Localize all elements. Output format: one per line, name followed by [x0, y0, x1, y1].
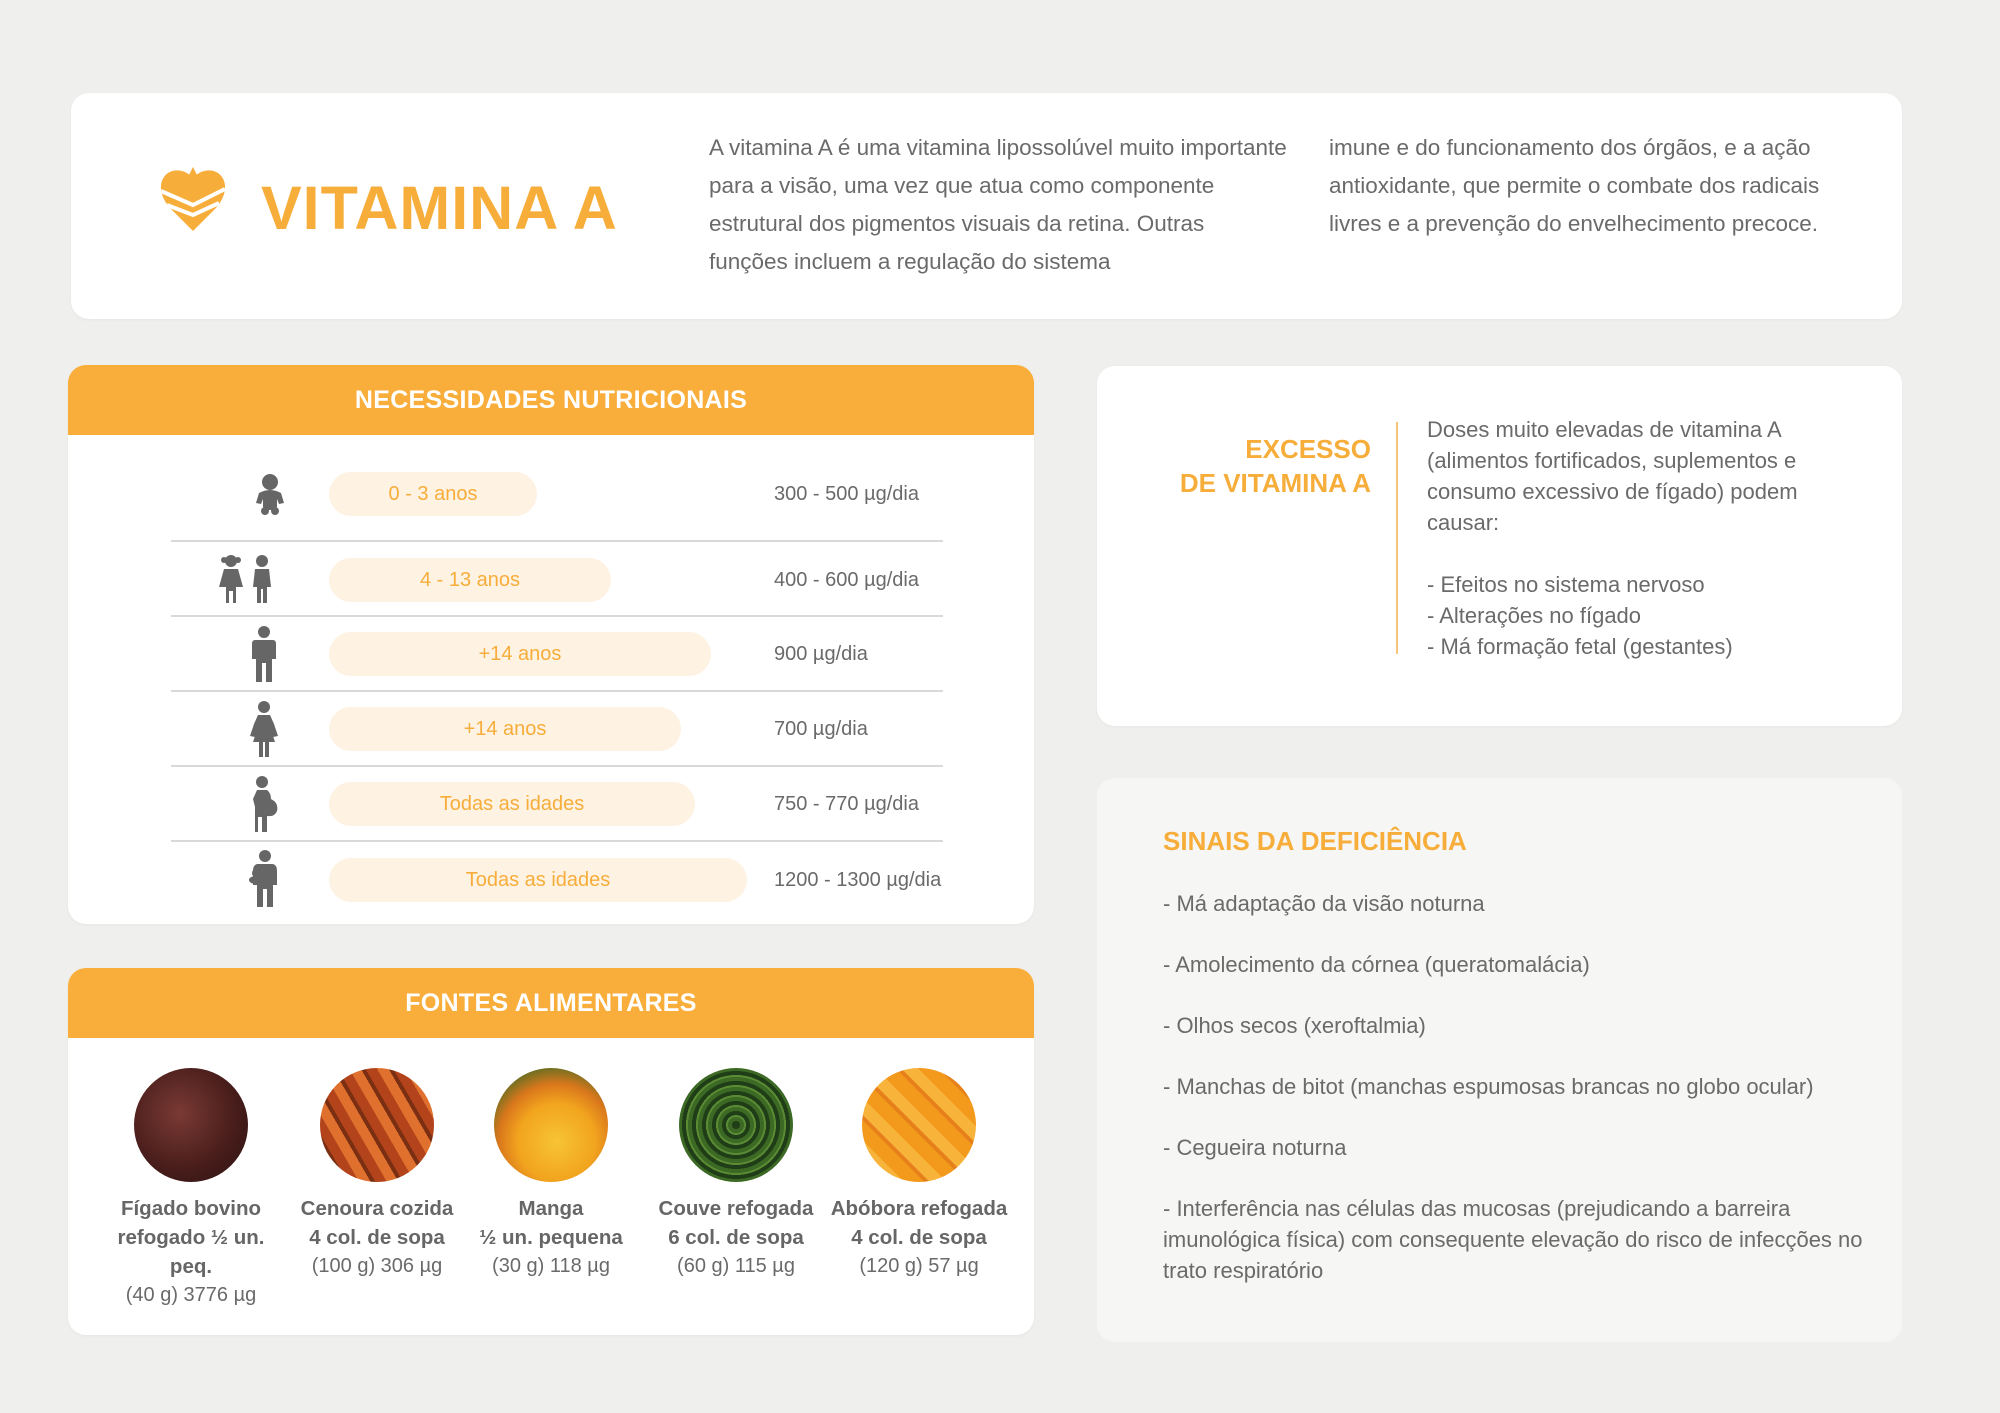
food-name-line2: 4 col. de sopa [309, 1226, 445, 1249]
deficiency-title: SINAIS DA DEFICIÊNCIA [1163, 826, 1467, 856]
food-item [824, 1068, 1014, 1281]
food-amount: (100 g) 306 µg [311, 1255, 443, 1277]
list-item: - Manchas de bitot (manchas espumosas brancas no globo ocular) [1163, 1074, 1814, 1099]
intro-text-col1: A vitamina A é uma vitamina lipossolúvel muito importante para a visão, uma vez que atua como componente estrutural dos pigmentos visuais da retina. Outras funções incluem a regulação do sistema [709, 135, 1287, 274]
age-pill: 4 - 13 anos [329, 558, 611, 602]
excess-card [1097, 366, 1902, 726]
need-value: 700 µg/dia [774, 718, 868, 740]
age-pill: Todas as idades [329, 782, 695, 826]
breastfeeding-icon [249, 842, 281, 915]
pregnant-icon [251, 767, 281, 840]
pumpkin-icon [862, 1068, 976, 1182]
table-row [171, 615, 943, 690]
food-item [456, 1068, 646, 1281]
food-name-line2: ½ un. pequena [479, 1226, 623, 1249]
list-item: - Olhos secos (xeroftalmia) [1163, 1013, 1426, 1038]
excess-item: - Má formação fetal (gestantes) [1427, 634, 1733, 659]
food-name-line2: 4 col. de sopa [851, 1226, 987, 1249]
list-item: - Cegueira noturna [1163, 1135, 1347, 1160]
age-pill: +14 anos [329, 632, 711, 676]
excess-item: - Efeitos no sistema nervoso [1427, 572, 1705, 597]
excess-text [1427, 414, 1867, 662]
table-row [171, 840, 943, 915]
nutritional-needs-card [68, 365, 1034, 924]
deficiency-card [1097, 778, 1902, 1342]
woman-icon [249, 692, 279, 765]
carrot-icon [320, 1068, 434, 1182]
table-row [171, 690, 943, 765]
table-row [171, 457, 943, 532]
heart-logo-icon [157, 165, 229, 235]
need-value: 1200 - 1300 µg/dia [774, 869, 942, 891]
food-amount: (30 g) 118 µg [492, 1255, 610, 1277]
food-item [282, 1068, 472, 1281]
food-amount: (120 g) 57 µg [859, 1255, 979, 1277]
excess-item: - Alterações no fígado [1427, 603, 1642, 628]
age-pill: +14 anos [329, 707, 681, 751]
food-item [641, 1068, 831, 1281]
table-row [171, 765, 943, 840]
excess-title-line2: DE VITAMINA A [1179, 468, 1371, 498]
intro-text-col2: imune e do funcionamento dos órgãos, e a ação antioxidante, que permite o combate dos radicais livres e a prevenção do envelhecimento precoce. [1329, 135, 1820, 236]
kale-icon [679, 1068, 793, 1182]
food-item [96, 1068, 286, 1310]
need-value: 750 - 770 µg/dia [774, 793, 919, 815]
liver-icon [134, 1068, 248, 1182]
food-name-line1: Abóbora refogada [830, 1197, 1008, 1220]
food-name-line1: Cenoura cozida [300, 1197, 454, 1220]
food-amount: (40 g) 3776 µg [125, 1284, 257, 1306]
excess-title-line1: EXCESSO [1245, 434, 1371, 464]
age-pill: Todas as idades [329, 858, 747, 902]
list-item: - Amolecimento da córnea (queratomalácia) [1163, 952, 1590, 977]
header-card [71, 93, 1902, 319]
excess-title [1157, 432, 1371, 500]
need-value: 400 - 600 µg/dia [774, 569, 919, 591]
foods-title: FONTES ALIMENTARES [68, 968, 1034, 1038]
need-value: 900 µg/dia [774, 643, 868, 665]
age-pill: 0 - 3 anos [329, 472, 537, 516]
man-icon [251, 617, 277, 690]
need-value: 300 - 500 µg/dia [774, 483, 919, 505]
divider [1396, 422, 1398, 654]
page-title: VITAMINA A [261, 174, 618, 242]
food-name-line2: refogado ½ un. peq. [117, 1226, 265, 1278]
food-name-line1: Fígado bovino [120, 1197, 262, 1220]
list-item: - Interferência nas células das mucosas (prejudicando a barreira imunológica física) com consequente elevação do risco de infecções no trato respiratório [1163, 1196, 1863, 1283]
mango-icon [494, 1068, 608, 1182]
food-amount: (60 g) 115 µg [677, 1255, 795, 1277]
food-name-line1: Couve refogada [658, 1197, 814, 1220]
needs-title: NECESSIDADES NUTRICIONAIS [68, 365, 1034, 435]
deficiency-list [1163, 888, 1883, 1316]
excess-intro: Doses muito elevadas de vitamina A (alimentos fortificados, suplementos e consumo excessivo de fígado) podem causar: [1427, 417, 1798, 535]
table-row [171, 540, 943, 615]
baby-icon [253, 457, 287, 532]
list-item: - Má adaptação da visão noturna [1163, 891, 1485, 916]
children-icon [215, 542, 279, 615]
food-name-line2: 6 col. de sopa [668, 1226, 804, 1249]
food-name-line1: Manga [518, 1197, 584, 1220]
food-sources-card [68, 968, 1034, 1335]
